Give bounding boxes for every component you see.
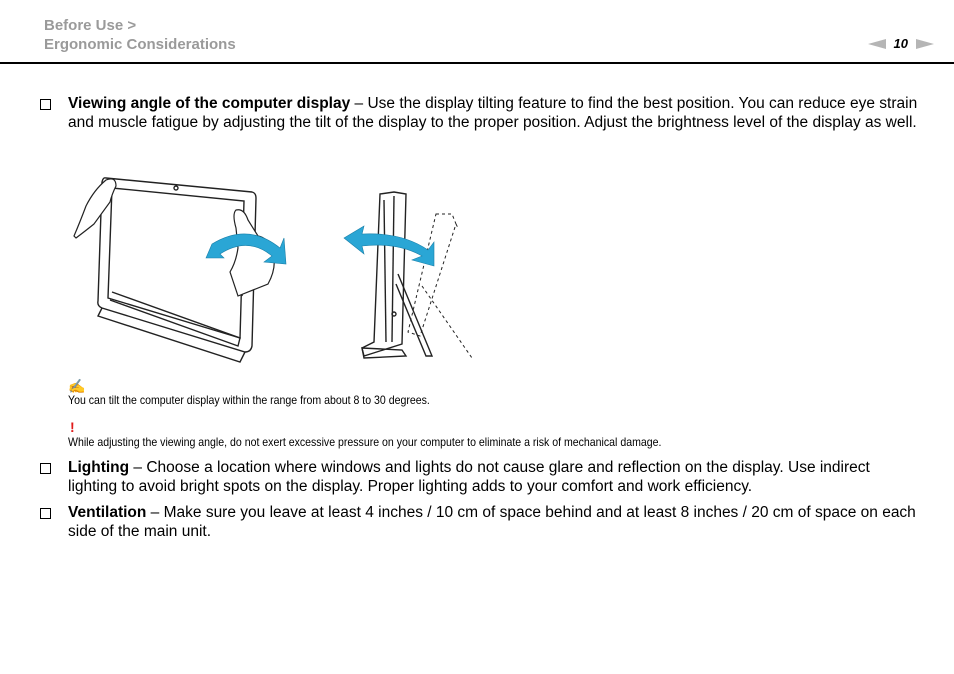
display-tilt-illustration	[72, 166, 482, 366]
item-text: – Use the display tilting feature to find the best position. You can reduce eye strain and muscle fatigue by adjusting the tilt of the display to the proper position. Adjust the brightness level of the display as well.	[68, 95, 918, 131]
item-title: Lighting	[68, 459, 130, 476]
next-page-icon[interactable]	[916, 39, 934, 49]
item-text: – Choose a location where windows and lights do not cause glare and reflection on the display. Use indirect lighting to avoid bright spots on the display. Proper lighting adds to your comfort and work efficiency.	[68, 459, 870, 495]
breadcrumb-ergonomic[interactable]: Ergonomic Considerations	[44, 36, 236, 53]
page-number: 10	[893, 36, 908, 51]
list-item-ventilation	[40, 503, 920, 541]
checkbox-bullet-icon	[40, 508, 51, 519]
exclamation-icon: !	[70, 419, 75, 435]
item-title: Viewing angle of the computer display	[68, 95, 351, 112]
item-title: Ventilation	[68, 504, 147, 521]
pencil-icon: ✍	[68, 378, 86, 394]
list-item-lighting	[40, 458, 920, 496]
item-text: – Make sure you leave at least 4 inches / 10 cm of space behind and at least 8 inches / 20 cm of space on each side of the main unit.	[68, 504, 916, 540]
breadcrumb	[44, 16, 236, 54]
list-item-viewing-angle	[40, 94, 920, 132]
breadcrumb-before-use[interactable]: Before Use >	[44, 17, 137, 34]
header-divider	[0, 62, 954, 64]
checkbox-bullet-icon	[40, 463, 51, 474]
tilt-arrow-side	[344, 226, 434, 266]
previous-page-icon[interactable]	[868, 39, 886, 49]
warning-text: While adjusting the viewing angle, do not exert excessive pressure on your computer to eliminate a risk of mechanical damage.	[68, 435, 662, 449]
page-navigation	[868, 36, 934, 51]
monitor-side-view	[362, 192, 432, 358]
note-text: You can tilt the computer display within the range from about 8 to 30 degrees.	[68, 393, 430, 407]
checkbox-bullet-icon	[40, 99, 51, 110]
